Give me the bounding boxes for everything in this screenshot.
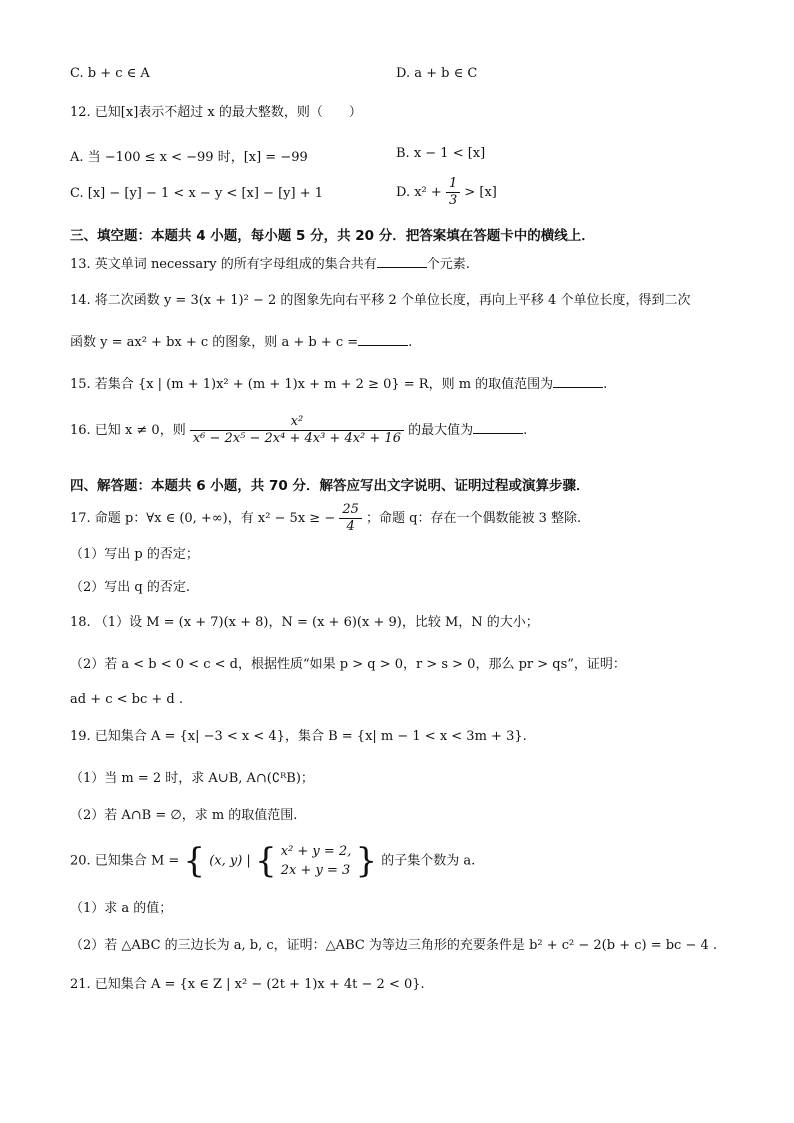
q20-equation-2: 2x + y = 3 <box>280 863 351 878</box>
q15 <box>70 375 607 395</box>
q12-option-c: C. [x] − [y] − 1 < x − y < [x] − [y] + 1 <box>70 186 323 201</box>
q20-part2: （2）若 △ABC 的三边长为 a, b, c，证明：△ABC 为等边三角形的充要条件是 b² + c² − 2(b + c) = bc − 4 . <box>70 938 718 953</box>
q19-stem: 19. 已知集合 A = {x| −3 < x < 4}，集合 B = {x| m − 1 < x < 3m + 3}. <box>70 729 527 744</box>
q21-stem: 21. 已知集合 A = {x ∈ Z | x² − (2t + 1)x + 4t − 2 < 0}. <box>70 977 425 992</box>
q16-text: 16. 已知 x ≠ 0，则 <box>70 423 186 438</box>
q11-option-c: C. b + c ∈ A <box>70 66 150 81</box>
section-4-heading: 四、解答题：本题共 6 小题，共 70 分．解答应写出文字说明、证明过程或演算步骤． <box>70 478 590 494</box>
q18-part1: 18. （1）设 M = (x + 7)(x + 8)，N = (x + 6)(x + 9)，比较 M，N 的大小； <box>70 615 539 630</box>
q15-text: 15. 若集合 {x | (m + 1)x² + (m + 1)x + m + 2 ≥ 0} = R，则 m 的取值范围为 <box>70 377 554 392</box>
q15-answer-blank <box>553 375 603 388</box>
q12-stem: 12. 已知[x]表示不超过 x 的最大整数，则（ ） <box>70 105 362 120</box>
q20-set-element: (x, y) | <box>209 853 251 869</box>
q20-system-brace: { <box>254 841 277 881</box>
q17-stem-text: 17. 命题 p：∀x ∈ (0, +∞)，有 x² − 5x ≥ − <box>70 511 336 526</box>
q14-answer-blank <box>358 333 408 346</box>
q12-option-a: A. 当 −100 ≤ x < −99 时，[x] = −99 <box>70 150 308 165</box>
q20-part1: （1）求 a 的值； <box>70 901 173 916</box>
q12-option-d-fraction <box>446 176 460 209</box>
q19-part1: （1）当 m = 2 时，求 A∪B, A∩(∁ᴿB)； <box>70 771 314 786</box>
section-3-heading: 三、填空题：本题共 4 小题，每小题 5 分，共 20 分．把答案填在答题卡中的横线上． <box>70 228 595 244</box>
q14-line2-post: . <box>408 335 413 350</box>
q17-den: 4 <box>346 519 355 534</box>
q16 <box>70 414 527 447</box>
q14-line2-text: 函数 y = ax² + bx + c 的图象，则 a + b + c = <box>70 335 359 350</box>
q12-option-d <box>396 176 497 209</box>
q20-equation-1: x² + y = 2, <box>280 844 352 859</box>
q17-part2: （2）写出 q 的否定. <box>70 580 190 595</box>
q20-stem-text: 20. 已知集合 M = <box>70 853 180 869</box>
q17-num: 25 <box>339 502 362 519</box>
q14-line1: 14. 将二次函数 y = 3(x + 1)² − 2 的图象先向右平移 2 个单位长度，再向上平移 4 个单位长度，得到二次 <box>70 293 691 308</box>
q17-stem <box>70 502 581 535</box>
q20-stem-post: 的子集个数为 a. <box>381 853 476 869</box>
q17-part1: （1）写出 p 的否定； <box>70 547 199 562</box>
q18-part2: （2）若 a < b < 0 < c < d，根据性质“如果 p > q > 0，r > s > 0，那么 pr > qs”，证明： <box>70 657 626 672</box>
q20-stem <box>70 842 475 880</box>
q12-option-d-pre: D. x² + <box>396 185 442 200</box>
q12-option-b: B. x − 1 < [x] <box>396 146 486 161</box>
q12-option-d-post: > [x] <box>464 185 497 200</box>
q13 <box>70 255 470 275</box>
q20-open-brace: { <box>183 841 206 881</box>
q11-option-d: D. a + b ∈ C <box>396 66 478 81</box>
q20-close-brace: } <box>355 841 378 881</box>
q16-denominator: x⁶ − 2x⁵ − 2x⁴ + 4x³ + 4x² + 16 <box>192 431 401 446</box>
q16-numerator: x² <box>190 414 404 431</box>
q12-option-d-den: 3 <box>448 193 458 208</box>
q13-text-post: 个元素. <box>426 257 470 272</box>
q12-option-d-num: 1 <box>446 176 460 193</box>
q16-text-post: 的最大值为 <box>408 423 474 438</box>
q17-stem-post: ；命题 q：存在一个偶数能被 3 整除. <box>366 511 582 526</box>
q17-fraction <box>339 502 362 535</box>
q16-text-end: . <box>523 423 528 438</box>
q19-part2: （2）若 A∩B = ∅，求 m 的取值范围. <box>70 808 298 823</box>
q13-answer-blank <box>377 255 427 268</box>
q13-text: 13. 英文单词 necessary 的所有字母组成的集合共有 <box>70 257 377 272</box>
q15-text-post: . <box>603 377 608 392</box>
q16-fraction <box>190 414 404 447</box>
q16-answer-blank <box>473 421 523 434</box>
q20-equation-system <box>281 842 352 880</box>
q14-line2 <box>70 333 412 353</box>
q18-part2-cont: ad + c < bc + d . <box>70 692 184 707</box>
